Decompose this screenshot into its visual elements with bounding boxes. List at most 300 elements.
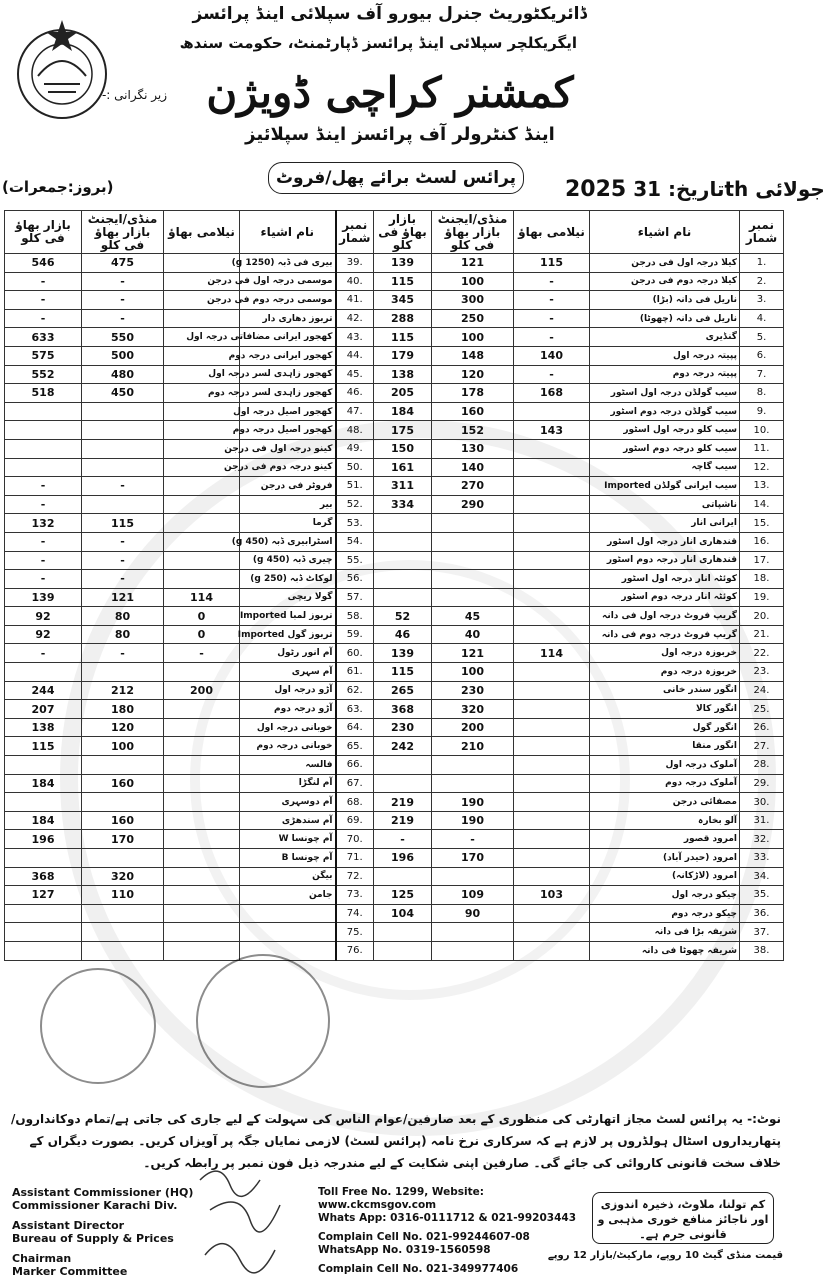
right-item-cell: چیری ڈبہ (450 g) bbox=[240, 551, 336, 570]
right-mandi-cell: 500 bbox=[82, 346, 164, 365]
left-mandi-cell bbox=[432, 923, 514, 942]
right-mandi-cell bbox=[82, 849, 164, 868]
right-mandi-cell: 550 bbox=[82, 328, 164, 347]
right-item-cell: آم چونسا W bbox=[240, 830, 336, 849]
left-serial-cell: 18. bbox=[740, 570, 784, 589]
left-mandi-cell: 320 bbox=[432, 700, 514, 719]
right-serial-cell: 67. bbox=[336, 774, 374, 793]
left-auction-cell bbox=[514, 532, 590, 551]
left-auction-cell bbox=[514, 904, 590, 923]
right-item-cell: آم انور رٹول bbox=[240, 644, 336, 663]
right-bazaar-cell: 139 bbox=[5, 588, 82, 607]
left-serial-cell: 27. bbox=[740, 737, 784, 756]
right-bazaar-cell: 184 bbox=[5, 811, 82, 830]
left-item-cell: انگور گول bbox=[590, 718, 740, 737]
right-bazaar-cell: 115 bbox=[5, 737, 82, 756]
right-mandi-cell: 212 bbox=[82, 681, 164, 700]
right-mandi-cell: 120 bbox=[82, 718, 164, 737]
right-serial-cell: 42. bbox=[336, 309, 374, 328]
table-row bbox=[5, 830, 784, 849]
left-auction-cell bbox=[514, 737, 590, 756]
right-item-cell: موسمی درجہ اول فی درجن bbox=[240, 272, 336, 291]
table-row bbox=[5, 588, 784, 607]
right-item-cell: موسمی درجہ دوم فی درجن bbox=[240, 291, 336, 310]
table-row bbox=[5, 421, 784, 440]
right-serial-cell: 64. bbox=[336, 718, 374, 737]
right-auction-cell bbox=[164, 849, 240, 868]
right-mandi-cell: - bbox=[82, 644, 164, 663]
right-serial-cell: 45. bbox=[336, 365, 374, 384]
left-mandi-cell bbox=[432, 867, 514, 886]
left-auction-cell: 143 bbox=[514, 421, 590, 440]
left-item-cell: کوئٹہ انار درجہ دوم اسٹور bbox=[590, 588, 740, 607]
left-mandi-cell: 121 bbox=[432, 254, 514, 273]
left-auction-cell: 114 bbox=[514, 644, 590, 663]
right-mandi-cell: 100 bbox=[82, 737, 164, 756]
right-auction-cell bbox=[164, 700, 240, 719]
right-mandi-cell: 160 bbox=[82, 774, 164, 793]
right-mandi-cell: 475 bbox=[82, 254, 164, 273]
right-serial-cell: 53. bbox=[336, 514, 374, 533]
table-header-row bbox=[5, 211, 784, 254]
right-serial-cell: 63. bbox=[336, 700, 374, 719]
right-bazaar-cell: 546 bbox=[5, 254, 82, 273]
right-bazaar-cell bbox=[5, 402, 82, 421]
left-bazaar-cell bbox=[374, 923, 432, 942]
left-item-cell: امرود (لاڑکانہ) bbox=[590, 867, 740, 886]
left-mandi-cell: 290 bbox=[432, 495, 514, 514]
left-mandi-cell: 190 bbox=[432, 811, 514, 830]
col-auction-left: نیلامی بھاؤ bbox=[514, 211, 590, 254]
right-mandi-cell: 170 bbox=[82, 830, 164, 849]
right-serial-cell: 73. bbox=[336, 886, 374, 905]
right-mandi-cell: 450 bbox=[82, 384, 164, 403]
right-item-cell bbox=[240, 923, 336, 942]
left-mandi-cell: 178 bbox=[432, 384, 514, 403]
left-item-cell: شریفہ بڑا فی دانہ bbox=[590, 923, 740, 942]
notice-text: نوٹ:- یہ پرائس لسٹ مجاز اتھارٹی کی منظوری کے بعد صارفین/عوام الناس کی سہولت کے لیے جاری کی جاتی ہے/تمام دوکانداروں/پتھاریداروں اسٹال ہولڈروں پر لازم ہے کہ سرکاری نرخ نامہ (پرائس لسٹ) لازمی نمایاں جگہ پر آویزاں کریں۔ بصورت دیگراں کے خلاف سخت قانونی کاروائی کی جائے گی۔ صارفین اپنی شکایت کے لیے مندرجہ ذیل فون نمبر پر رابطہ کریں۔ bbox=[10, 1112, 781, 1170]
left-item-cell: پپیتہ درجہ دوم bbox=[590, 365, 740, 384]
right-serial-cell: 52. bbox=[336, 495, 374, 514]
left-mandi-cell: 40 bbox=[432, 625, 514, 644]
left-serial-cell: 35. bbox=[740, 886, 784, 905]
right-bazaar-cell bbox=[5, 458, 82, 477]
left-auction-cell bbox=[514, 514, 590, 533]
table-row bbox=[5, 904, 784, 923]
left-auction-cell: - bbox=[514, 328, 590, 347]
right-item-cell: آم سہری bbox=[240, 663, 336, 682]
right-mandi-cell bbox=[82, 941, 164, 960]
right-item-cell: آڑو درجہ اول bbox=[240, 681, 336, 700]
left-auction-cell bbox=[514, 551, 590, 570]
right-item-cell: کینو درجہ دوم فی درجن bbox=[240, 458, 336, 477]
right-mandi-cell: 80 bbox=[82, 625, 164, 644]
left-mandi-cell bbox=[432, 532, 514, 551]
right-bazaar-cell: 196 bbox=[5, 830, 82, 849]
right-item-cell: لوکاٹ ڈبہ (250 g) bbox=[240, 570, 336, 589]
left-bazaar-cell bbox=[374, 570, 432, 589]
left-bazaar-cell: 205 bbox=[374, 384, 432, 403]
right-bazaar-cell bbox=[5, 439, 82, 458]
right-item-cell: بیر bbox=[240, 495, 336, 514]
left-bazaar-cell: 288 bbox=[374, 309, 432, 328]
right-bazaar-cell: - bbox=[5, 309, 82, 328]
left-item-cell: انگور سندر خانی bbox=[590, 681, 740, 700]
right-auction-cell bbox=[164, 886, 240, 905]
left-bazaar-cell: 138 bbox=[374, 365, 432, 384]
left-bazaar-cell bbox=[374, 551, 432, 570]
right-auction-cell bbox=[164, 514, 240, 533]
left-serial-cell: 17. bbox=[740, 551, 784, 570]
left-item-cell: انگور کالا bbox=[590, 700, 740, 719]
left-bazaar-cell bbox=[374, 774, 432, 793]
right-auction-cell bbox=[164, 830, 240, 849]
table-row bbox=[5, 458, 784, 477]
right-bazaar-cell bbox=[5, 793, 82, 812]
assistant-commissioner-stamp bbox=[40, 968, 156, 1084]
sindh-government-logo-icon bbox=[8, 16, 116, 124]
left-bazaar-cell: 184 bbox=[374, 402, 432, 421]
col-mandi-right: منڈی/ایجنٹ بازار بھاؤ فی کلو bbox=[82, 211, 164, 254]
signatory-chairman: Chairman Marker Committee bbox=[12, 1252, 128, 1278]
right-bazaar-cell bbox=[5, 421, 82, 440]
table-row bbox=[5, 551, 784, 570]
left-serial-cell: 25. bbox=[740, 700, 784, 719]
left-serial-cell: 33. bbox=[740, 849, 784, 868]
right-mandi-cell: 320 bbox=[82, 867, 164, 886]
left-auction-cell: - bbox=[514, 309, 590, 328]
table-row bbox=[5, 439, 784, 458]
left-bazaar-cell: 139 bbox=[374, 644, 432, 663]
right-auction-cell bbox=[164, 941, 240, 960]
right-serial-cell: 54. bbox=[336, 532, 374, 551]
right-item-cell: فروٹر فی درجن bbox=[240, 477, 336, 496]
left-bazaar-cell: 368 bbox=[374, 700, 432, 719]
left-auction-cell bbox=[514, 774, 590, 793]
right-auction-cell bbox=[164, 421, 240, 440]
right-mandi-cell: - bbox=[82, 570, 164, 589]
contact-complain-1: Complain Cell No. 021-99244607-08 WhatsApp No. 0319-1560598 bbox=[318, 1231, 530, 1256]
right-item-cell: فالسہ bbox=[240, 756, 336, 775]
right-serial-cell: 60. bbox=[336, 644, 374, 663]
left-mandi-cell: 200 bbox=[432, 718, 514, 737]
left-auction-cell: - bbox=[514, 291, 590, 310]
left-serial-cell: 3. bbox=[740, 291, 784, 310]
left-mandi-cell bbox=[432, 570, 514, 589]
right-item-cell: بیری فی ڈبہ (1250 g) bbox=[240, 254, 336, 273]
left-bazaar-cell: 311 bbox=[374, 477, 432, 496]
left-item-cell: چیکو درجہ اول bbox=[590, 886, 740, 905]
directorate-line: ڈائریکٹوریٹ جنرل بیورو آف سپلائی اینڈ پرائسز bbox=[192, 4, 587, 24]
left-serial-cell: 34. bbox=[740, 867, 784, 886]
right-mandi-cell: 480 bbox=[82, 365, 164, 384]
right-bazaar-cell: - bbox=[5, 551, 82, 570]
right-serial-cell: 43. bbox=[336, 328, 374, 347]
right-item-cell: تربوز لمبا Imported bbox=[240, 607, 336, 626]
table-row bbox=[5, 774, 784, 793]
left-auction-cell bbox=[514, 849, 590, 868]
left-mandi-cell: 160 bbox=[432, 402, 514, 421]
right-item-cell: تربوز گول Imported bbox=[240, 625, 336, 644]
right-serial-cell: 70. bbox=[336, 830, 374, 849]
left-mandi-cell bbox=[432, 551, 514, 570]
right-serial-cell: 74. bbox=[336, 904, 374, 923]
right-serial-cell: 62. bbox=[336, 681, 374, 700]
left-auction-cell: 140 bbox=[514, 346, 590, 365]
right-mandi-cell bbox=[82, 458, 164, 477]
left-item-cell: قندھاری انار درجہ دوم اسٹور bbox=[590, 551, 740, 570]
right-serial-cell: 69. bbox=[336, 811, 374, 830]
right-auction-cell bbox=[164, 570, 240, 589]
right-bazaar-cell bbox=[5, 904, 82, 923]
right-bazaar-cell bbox=[5, 941, 82, 960]
right-bazaar-cell: 138 bbox=[5, 718, 82, 737]
right-mandi-cell bbox=[82, 402, 164, 421]
right-item-cell: خوبانی درجہ اول bbox=[240, 718, 336, 737]
right-serial-cell: 58. bbox=[336, 607, 374, 626]
left-auction-cell bbox=[514, 570, 590, 589]
left-auction-cell bbox=[514, 756, 590, 775]
left-item-cell: سیب گولڈن درجہ اول اسٹور bbox=[590, 384, 740, 403]
right-bazaar-cell: 552 bbox=[5, 365, 82, 384]
left-serial-cell: 12. bbox=[740, 458, 784, 477]
left-auction-cell: 168 bbox=[514, 384, 590, 403]
signature-scribbles bbox=[190, 1160, 290, 1280]
right-bazaar-cell: 518 bbox=[5, 384, 82, 403]
right-serial-cell: 61. bbox=[336, 663, 374, 682]
right-bazaar-cell bbox=[5, 756, 82, 775]
right-serial-cell: 71. bbox=[336, 849, 374, 868]
left-item-cell: ناشپاتی bbox=[590, 495, 740, 514]
left-serial-cell: 7. bbox=[740, 365, 784, 384]
right-bazaar-cell: 633 bbox=[5, 328, 82, 347]
right-serial-cell: 59. bbox=[336, 625, 374, 644]
right-mandi-cell: - bbox=[82, 532, 164, 551]
price-table bbox=[4, 210, 784, 961]
left-mandi-cell: 190 bbox=[432, 793, 514, 812]
left-auction-cell: - bbox=[514, 272, 590, 291]
right-serial-cell: 55. bbox=[336, 551, 374, 570]
left-item-cell: خربوزہ درجہ دوم bbox=[590, 663, 740, 682]
right-serial-cell: 50. bbox=[336, 458, 374, 477]
right-serial-cell: 46. bbox=[336, 384, 374, 403]
right-item-cell: کھجور زاہدی لسر درجہ اول bbox=[240, 365, 336, 384]
left-serial-cell: 21. bbox=[740, 625, 784, 644]
table-row bbox=[5, 718, 784, 737]
table-row bbox=[5, 402, 784, 421]
left-serial-cell: 28. bbox=[740, 756, 784, 775]
table-row bbox=[5, 756, 784, 775]
right-mandi-cell: 180 bbox=[82, 700, 164, 719]
left-bazaar-cell: 196 bbox=[374, 849, 432, 868]
table-row bbox=[5, 495, 784, 514]
left-item-cell: سیب گاچہ bbox=[590, 458, 740, 477]
right-serial-cell: 65. bbox=[336, 737, 374, 756]
left-item-cell: آملوک درجہ دوم bbox=[590, 774, 740, 793]
left-bazaar-cell: 345 bbox=[374, 291, 432, 310]
right-bazaar-cell: 127 bbox=[5, 886, 82, 905]
signatory-ad-bureau: Assistant Director Bureau of Supply & Prices bbox=[12, 1219, 174, 1245]
right-auction-cell bbox=[164, 532, 240, 551]
table-row bbox=[5, 941, 784, 960]
right-mandi-cell bbox=[82, 756, 164, 775]
right-bazaar-cell: 92 bbox=[5, 607, 82, 626]
left-auction-cell bbox=[514, 495, 590, 514]
right-bazaar-cell: 368 bbox=[5, 867, 82, 886]
right-serial-cell: 75. bbox=[336, 923, 374, 942]
left-item-cell: قندھاری انار درجہ اول اسٹور bbox=[590, 532, 740, 551]
left-serial-cell: 15. bbox=[740, 514, 784, 533]
left-mandi-cell: 170 bbox=[432, 849, 514, 868]
page-subtitle: اینڈ کنٹرولر آف پرائسز اینڈ سپلائیز bbox=[245, 124, 555, 145]
right-mandi-cell: - bbox=[82, 477, 164, 496]
left-auction-cell bbox=[514, 830, 590, 849]
left-serial-cell: 36. bbox=[740, 904, 784, 923]
left-item-cell: امرود (حیدر آباد) bbox=[590, 849, 740, 868]
right-mandi-cell: 115 bbox=[82, 514, 164, 533]
date-text: تاریخ: 31th جولائی bbox=[633, 177, 825, 201]
table-row bbox=[5, 570, 784, 589]
left-auction-cell bbox=[514, 607, 590, 626]
table-body bbox=[5, 254, 784, 961]
right-auction-cell bbox=[164, 867, 240, 886]
contact-tollfree: Toll Free No. 1299, Website: www.ckcmsgov.com Whats App: 0316-0111712 & 021-99203443 bbox=[318, 1186, 576, 1224]
right-mandi-cell bbox=[82, 439, 164, 458]
table-row bbox=[5, 849, 784, 868]
col-serial-left: نمبر شمار bbox=[740, 211, 784, 254]
left-serial-cell: 31. bbox=[740, 811, 784, 830]
right-serial-cell: 44. bbox=[336, 346, 374, 365]
left-serial-cell: 16. bbox=[740, 532, 784, 551]
col-item-right: نام اشیاء bbox=[240, 211, 336, 254]
table-row bbox=[5, 346, 784, 365]
left-serial-cell: 22. bbox=[740, 644, 784, 663]
left-serial-cell: 23. bbox=[740, 663, 784, 682]
left-serial-cell: 29. bbox=[740, 774, 784, 793]
left-bazaar-cell bbox=[374, 532, 432, 551]
right-auction-cell: 200 bbox=[164, 681, 240, 700]
right-auction-cell bbox=[164, 663, 240, 682]
table-row bbox=[5, 625, 784, 644]
right-item-cell: آم سندھڑی bbox=[240, 811, 336, 830]
rate-note: قیمت منڈی گیٹ 10 روپے، مارکیٹ/بازار 12 روپے bbox=[547, 1250, 783, 1261]
left-bazaar-cell: 115 bbox=[374, 272, 432, 291]
right-bazaar-cell: - bbox=[5, 272, 82, 291]
left-auction-cell bbox=[514, 867, 590, 886]
left-item-cell: کیلا درجہ دوم فی درجن bbox=[590, 272, 740, 291]
right-auction-cell bbox=[164, 904, 240, 923]
right-auction-cell bbox=[164, 254, 240, 273]
left-auction-cell bbox=[514, 663, 590, 682]
right-item-cell: کھجور اصیل درجہ اول bbox=[240, 402, 336, 421]
right-item-cell: جامن bbox=[240, 886, 336, 905]
table-row bbox=[5, 291, 784, 310]
col-item-left: نام اشیاء bbox=[590, 211, 740, 254]
left-mandi-cell bbox=[432, 514, 514, 533]
right-auction-cell bbox=[164, 718, 240, 737]
left-mandi-cell: 148 bbox=[432, 346, 514, 365]
right-serial-cell: 72. bbox=[336, 867, 374, 886]
left-item-cell: آملوک درجہ اول bbox=[590, 756, 740, 775]
left-serial-cell: 14. bbox=[740, 495, 784, 514]
left-mandi-cell: 100 bbox=[432, 272, 514, 291]
left-bazaar-cell: 115 bbox=[374, 328, 432, 347]
right-bazaar-cell: - bbox=[5, 570, 82, 589]
left-bazaar-cell: 179 bbox=[374, 346, 432, 365]
right-serial-cell: 48. bbox=[336, 421, 374, 440]
left-item-cell: گنڈیری bbox=[590, 328, 740, 347]
right-bazaar-cell: - bbox=[5, 477, 82, 496]
right-bazaar-cell: 244 bbox=[5, 681, 82, 700]
table-row bbox=[5, 700, 784, 719]
left-bazaar-cell: 161 bbox=[374, 458, 432, 477]
left-auction-cell: - bbox=[514, 365, 590, 384]
right-item-cell: اسٹرابیری ڈبہ (450 g) bbox=[240, 532, 336, 551]
right-item-cell: بیگن bbox=[240, 867, 336, 886]
left-bazaar-cell: 334 bbox=[374, 495, 432, 514]
table-row bbox=[5, 365, 784, 384]
right-auction-cell bbox=[164, 923, 240, 942]
table-row bbox=[5, 514, 784, 533]
right-mandi-cell: 80 bbox=[82, 607, 164, 626]
right-mandi-cell: 121 bbox=[82, 588, 164, 607]
right-item-cell: خوبانی درجہ دوم bbox=[240, 737, 336, 756]
right-auction-cell bbox=[164, 309, 240, 328]
left-serial-cell: 1. bbox=[740, 254, 784, 273]
left-auction-cell bbox=[514, 681, 590, 700]
left-bazaar-cell: 139 bbox=[374, 254, 432, 273]
right-bazaar-cell: 132 bbox=[5, 514, 82, 533]
left-auction-cell bbox=[514, 718, 590, 737]
right-item-cell: آم لنگڑا bbox=[240, 774, 336, 793]
right-bazaar-cell: 207 bbox=[5, 700, 82, 719]
right-bazaar-cell: 575 bbox=[5, 346, 82, 365]
department-line: ایگریکلچر سپلائی اینڈ پرائسز ڈپارٹمنٹ، حکومت سندھ bbox=[179, 34, 577, 52]
right-mandi-cell: 110 bbox=[82, 886, 164, 905]
left-mandi-cell: 109 bbox=[432, 886, 514, 905]
left-mandi-cell: 120 bbox=[432, 365, 514, 384]
table-row bbox=[5, 532, 784, 551]
header bbox=[0, 0, 825, 210]
right-mandi-cell: 160 bbox=[82, 811, 164, 830]
right-item-cell: کھجور اصیل درجہ دوم bbox=[240, 421, 336, 440]
left-mandi-cell: 270 bbox=[432, 477, 514, 496]
left-serial-cell: 20. bbox=[740, 607, 784, 626]
left-item-cell: ناریل فی دانہ (چھوٹا) bbox=[590, 309, 740, 328]
right-bazaar-cell: - bbox=[5, 644, 82, 663]
left-bazaar-cell: 150 bbox=[374, 439, 432, 458]
right-bazaar-cell: - bbox=[5, 495, 82, 514]
left-mandi-cell: 121 bbox=[432, 644, 514, 663]
left-item-cell: آلو بخارہ bbox=[590, 811, 740, 830]
left-serial-cell: 24. bbox=[740, 681, 784, 700]
right-item-cell: گرما bbox=[240, 514, 336, 533]
left-auction-cell bbox=[514, 941, 590, 960]
left-bazaar-cell bbox=[374, 867, 432, 886]
table-row bbox=[5, 309, 784, 328]
left-bazaar-cell: 265 bbox=[374, 681, 432, 700]
right-item-cell: آم چونسا B bbox=[240, 849, 336, 868]
left-auction-cell: 103 bbox=[514, 886, 590, 905]
table-row bbox=[5, 384, 784, 403]
right-auction-cell bbox=[164, 402, 240, 421]
left-bazaar-cell: 46 bbox=[374, 625, 432, 644]
left-mandi-cell: 152 bbox=[432, 421, 514, 440]
left-bazaar-cell: 219 bbox=[374, 811, 432, 830]
table-row bbox=[5, 923, 784, 942]
left-item-cell: خربوزہ درجہ اول bbox=[590, 644, 740, 663]
left-auction-cell bbox=[514, 588, 590, 607]
